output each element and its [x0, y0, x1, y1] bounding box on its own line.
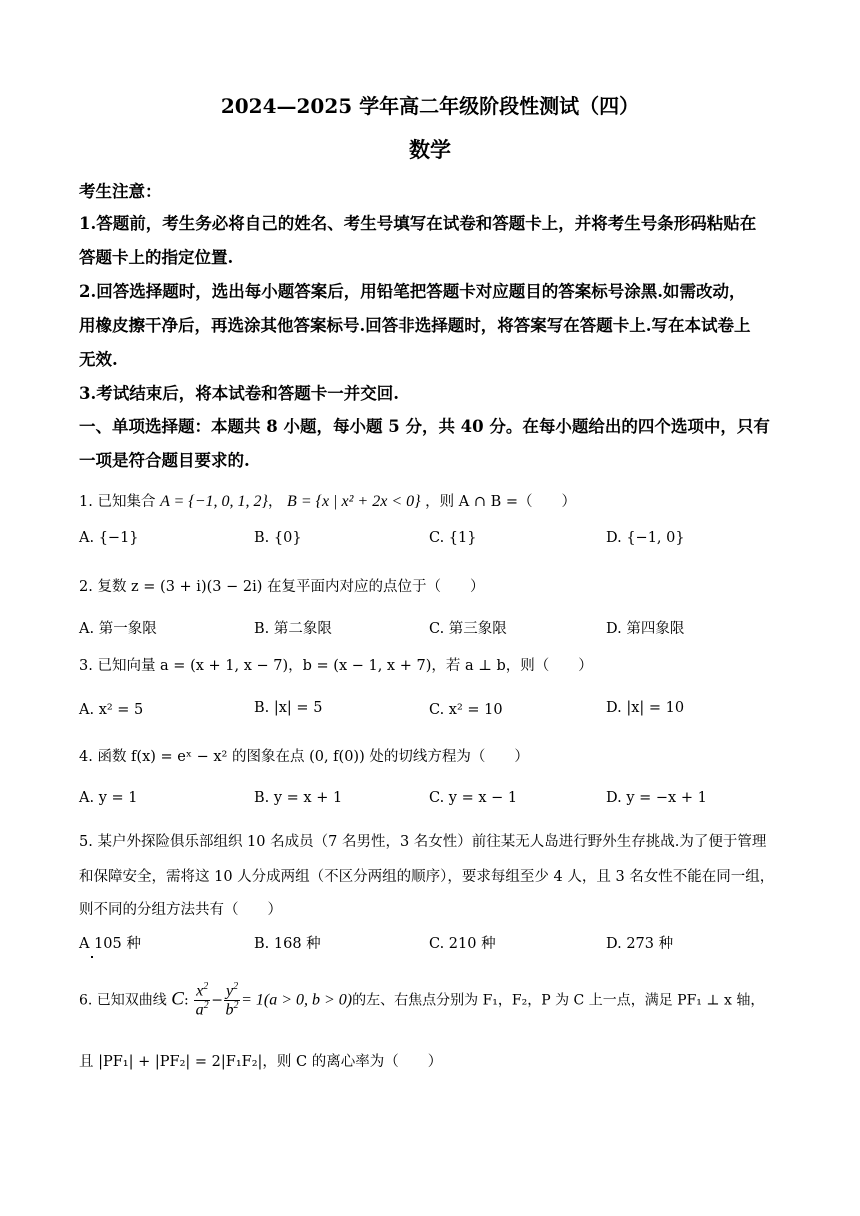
question-2: 2. 复数 z = (3 + i)(3 − 2i) 在复平面内对应的点位于（ ） [79, 579, 485, 595]
notice-item-2-line-1: 2.回答选择题时，选出每小题答案后，用铅笔把答题卡对应题目的答案标号涂黑.如需改动， [79, 282, 746, 301]
question-5-option-c: C. 210 种 [429, 936, 496, 952]
question-4: 4. 函数 f(x) = eˣ − x² 的图象在点 (0, f(0)) 处的切线方程为（ ） [79, 749, 529, 765]
question-2-option-a: A. 第一象限 [79, 621, 157, 637]
question-1-option-b: B. {0} [254, 530, 302, 546]
stray-dot [91, 956, 93, 958]
question-5-option-a: A 105 种 [79, 936, 141, 952]
subject-title: 数学 [409, 137, 451, 162]
page-title: 2024—2025 学年高二年级阶段性测试（四） [220, 94, 640, 118]
notice-item-3: 3.考试结束后，将本试卷和答题卡一并交回. [79, 384, 399, 403]
question-3-option-b: B. |x| = 5 [254, 700, 323, 716]
question-2-option-b: B. 第二象限 [254, 621, 332, 637]
question-5-line-3: 则不同的分组方法共有（ ） [79, 902, 282, 918]
question-4-option-a: A. y = 1 [79, 790, 138, 806]
question-4-option-c: C. y = x − 1 [429, 790, 518, 806]
question-6-prefix: 6. 已知双曲线 [79, 992, 167, 1009]
question-5-option-d: D. 273 种 [606, 936, 674, 952]
question-5-line-2: 和保障安全，需将这 10 人分成两组（不区分两组的顺序），要求每组至少 4 人，且 3 名女性不能在同一组， [79, 869, 775, 885]
question-6-condition: = 1(a > 0, b > 0) [241, 991, 353, 1009]
section-1-heading-line-1: 一、单项选择题：本题共 8 小题，每小题 5 分，共 40 分。在每小题给出的四个选项中，只有 [79, 417, 770, 436]
question-6-fraction-y: $\frac{y^2}{b^2}$ [225, 981, 239, 1019]
question-1-option-d: D. {−1, 0} [606, 530, 685, 546]
question-6-line-1: 6. 已知双曲线 C: $\frac{x^2}{a^2}$ − $\frac{y^2}{b^2}$ = 1(a > 0, b > 0)的左、右焦点分别为 F₁，F₂，P 为 C 上一点，满足 PF₁ ⊥ x 轴， [79, 981, 765, 1019]
question-3-option-c: C. x² = 10 [429, 702, 503, 718]
section-1-heading-line-2: 一项是符合题目要求的. [79, 451, 250, 470]
notice-item-2-line-2: 用橡皮擦干净后，再选涂其他答案标号.回答非选择题时，将答案写在答题卡上.写在本试卷上 [79, 316, 751, 335]
question-3: 3. 已知向量 a = (x + 1, x − 7)，b = (x − 1, x + 7)，若 a ⊥ b，则（ ） [79, 658, 593, 674]
question-1-option-a: A. {−1} [79, 530, 139, 546]
question-3-option-a: A. x² = 5 [79, 702, 144, 718]
question-1-suffix: ，则 A ∩ B =（ ） [425, 494, 576, 510]
question-3-option-d: D. |x| = 10 [606, 700, 685, 716]
question-6-curve-name: C [171, 988, 184, 1010]
question-1-prefix: 1. 已知集合 [79, 494, 156, 510]
question-1-option-c: C. {1} [429, 530, 477, 546]
notice-item-1-line-1: 1.答题前，考生务必将自己的姓名、考生号填写在试卷和答题卡上，并将考生号条形码粘贴在 [79, 214, 757, 233]
question-6-middle: 的左、右焦点分别为 F₁，F₂，P 为 C 上一点，满足 PF₁ ⊥ x 轴， [352, 992, 765, 1009]
question-1: 1. 已知集合 A = {−1, 0, 1, 2}， B = {x | x² + 2x < 0} ，则 A ∩ B =（ ） [79, 493, 576, 510]
notice-item-2-line-3: 无效. [79, 350, 118, 369]
question-2-option-c: C. 第三象限 [429, 621, 507, 637]
question-4-option-b: B. y = x + 1 [254, 790, 343, 806]
question-6-fraction-x: $\frac{x^2}{a^2}$ [195, 981, 209, 1019]
notice-heading: 考生注意： [79, 182, 162, 201]
question-2-option-d: D. 第四象限 [606, 621, 685, 637]
question-4-option-d: D. y = −x + 1 [606, 790, 707, 806]
question-5-line-1: 5. 某户外探险俱乐部组织 10 名成员（7 名男性，3 名女性）前往某无人岛进行野外生存挑战.为了便于管理 [79, 834, 767, 850]
question-5-option-b: B. 168 种 [254, 936, 321, 952]
question-1-set-a: A = {−1, 0, 1, 2} [160, 493, 268, 510]
question-1-set-b: B = {x | x² + 2x < 0} [287, 493, 421, 510]
notice-item-1-line-2: 答题卡上的指定位置. [79, 248, 234, 267]
question-6-line-2: 且 |PF₁| + |PF₂| = 2|F₁F₂|，则 C 的离心率为（ ） [79, 1054, 443, 1070]
